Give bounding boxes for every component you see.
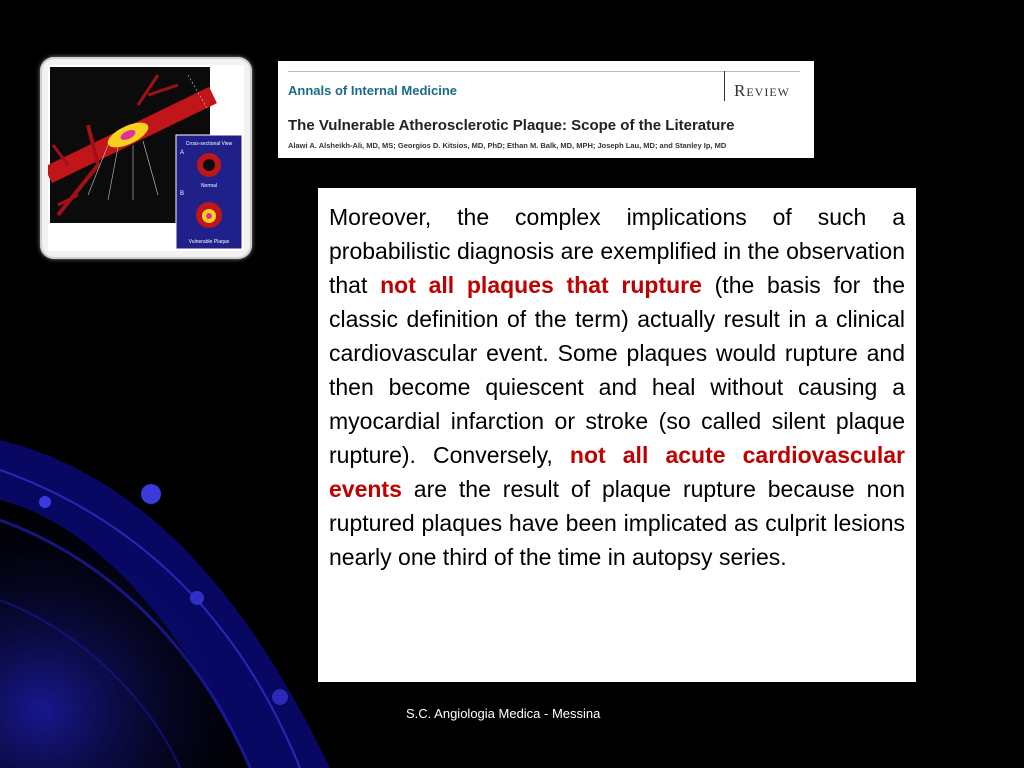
vulnerable-caption: Vulnerable Plaque [188,239,230,245]
panel-label-b: B [180,191,185,197]
body-text-part-3: are the result of plaque rupture because non ruptured plaques have been implicated as culprit lesions nearly one third of the time in autopsy series. [329,476,905,570]
highlight-not-all-plaques: not all plaques that rupture [380,272,702,298]
journal-name: Annals of Internal Medicine [288,83,458,98]
body-text-part-2: (the basis for the classic definition of the term) actually result in a clinical cardiovascular event. Some plaques would rupture and then become quiescent and heal without causing a myocardial infarction or stroke (so called silent plaque rupture). Conversely, [329,272,905,468]
journal-header [278,61,814,158]
artery-illustration [48,65,244,251]
body-paragraph [329,200,905,574]
artery-illustration-frame [40,57,252,259]
panel-label-a: A [180,150,185,156]
article-authors: Alawi A. Alsheikh-Ali, MD, MS; Georgios D. Kitsios, MD, PhD; Ethan M. Balk, MD, MPH; Joseph Lau, MD; and Stanley Ip, MD [288,141,727,150]
panel-title: Cross-sectional View [185,141,233,147]
footer-text: S.C. Angiologia Medica - Messina [406,706,601,721]
normal-caption: Normal [200,183,218,189]
text-box [318,188,916,682]
journal-divider [724,71,725,101]
highlight-not-all-events: not all acute cardiovascular events [329,442,906,502]
body-text-part-1: Moreover, the complex implications of such a probabilistic diagnosis are exemplified in the observation that [329,204,905,298]
article-title: The Vulnerable Atherosclerotic Plaque: Scope of the Literature [288,117,735,134]
journal-section: Review [734,81,790,100]
